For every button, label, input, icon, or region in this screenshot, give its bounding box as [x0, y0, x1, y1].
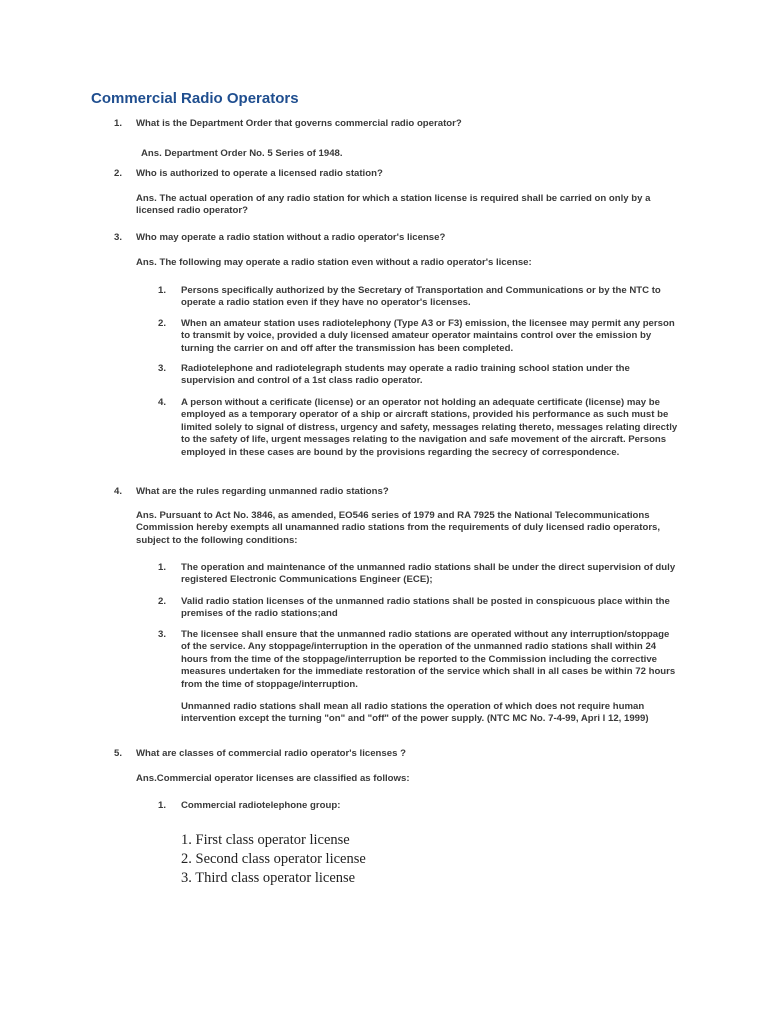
item-text: The licensee shall ensure that the unmanned radio stations are operated without any interruption/stoppage of the service. Any stoppage/interruption in the operation of the unmanned radio stations shall within 24 hours from the time of the stoppage/interruption be reported to the Commission including the corrective measures undertaken for the immediate restoration of the service which shall in all cases be within 72 hours from the time of stoppage/interruption. [181, 629, 676, 690]
answer-3: Ans. The following may operate a radio station even without a radio operator's license: [136, 257, 532, 268]
item-number: 2. [158, 318, 167, 329]
item-number: 1. [158, 800, 167, 811]
item-text: Valid radio station licenses of the unmanned radio stations shall be posted in conspicuous place within the premises of the radio stations;and [181, 596, 670, 620]
item-number: 3. [158, 629, 167, 640]
note-text: Unmanned radio stations shall mean all radio stations the operation of which does not require human intervention except the turning "on" and "off" of the power supply. (NTC MC No. 7-4-99, Apri l 12, 1999) [181, 701, 649, 725]
question-number: 1. [114, 118, 123, 129]
question-text: What are classes of commercial radio operator's licenses ? [136, 748, 406, 759]
item-text: A person without a cerificate (license) or an operator not holding an adequate certificate (license) may be employed as a temporary operator of a ship or aircraft stations, provided his performance as such must be limited solely to signal of distress, urgency and safety, messages relating thereto, messages relating directly to the safety of life, urgent messages relating to the navigation and safe movement of the aircraft. Persons employed in these cases are bound by the provisions regarding the secrecy of correspondence. [181, 397, 678, 458]
item-text: Radiotelephone and radiotelegraph students may operate a radio training school station under the supervision and control of a 1st class radio operator. [181, 363, 630, 387]
question-text: Who may operate a radio station without a radio operator's license? [136, 232, 446, 243]
license-list-item: 2. Second class operator license [181, 851, 366, 867]
page-title: Commercial Radio Operators [91, 90, 299, 107]
item-text: Persons specifically authorized by the Secretary of Transportation and Communications or by the NTC to operate a radio station even if they have no operator's licenses. [181, 285, 661, 309]
item-text: When an amateur station uses radiotelephony (Type A3 or F3) emission, the licensee may permit any person to transmit by voice, provided a duly licensed amateur operator maintains control over the emission by turning the carrier on and off after the transmission has been completed. [181, 318, 675, 354]
item-text: The operation and maintenance of the unmanned radio stations shall be under the direct supervision of duly registered Electronic Communications Engineer (ECE); [181, 562, 676, 586]
license-list-item: 3. Third class operator license [181, 870, 356, 886]
license-list-item: 1. First class operator license [181, 832, 350, 848]
answer-4: Ans. Pursuant to Act No. 3846, as amended, EO546 series of 1979 and RA 7925 the National Telecommunications Commission hereby exempts all unamanned radio stations from the requirements of duly licensed radio operators, subject to the following conditions: [136, 510, 661, 546]
answer-1: Ans. Department Order No. 5 Series of 1948. [141, 148, 343, 159]
answer-5: Ans.Commercial operator licenses are classified as follows: [136, 773, 410, 784]
answer-2: Ans. The actual operation of any radio station for which a station license is required shall be carried on only by a licensed radio operator? [136, 193, 651, 217]
item-number: 2. [158, 596, 167, 607]
item-number: 4. [158, 397, 167, 408]
question-number: 2. [114, 168, 123, 179]
item-number: 1. [158, 562, 167, 573]
question-text: What is the Department Order that governs commercial radio operator? [136, 118, 462, 129]
item-text: Commercial radiotelephone group: [181, 800, 341, 811]
question-number: 3. [114, 232, 123, 243]
item-number: 1. [158, 285, 167, 296]
question-text: Who is authorized to operate a licensed radio station? [136, 168, 383, 179]
item-number: 3. [158, 363, 167, 374]
question-number: 5. [114, 748, 123, 759]
question-number: 4. [114, 486, 123, 497]
question-text: What are the rules regarding unmanned radio stations? [136, 486, 389, 497]
